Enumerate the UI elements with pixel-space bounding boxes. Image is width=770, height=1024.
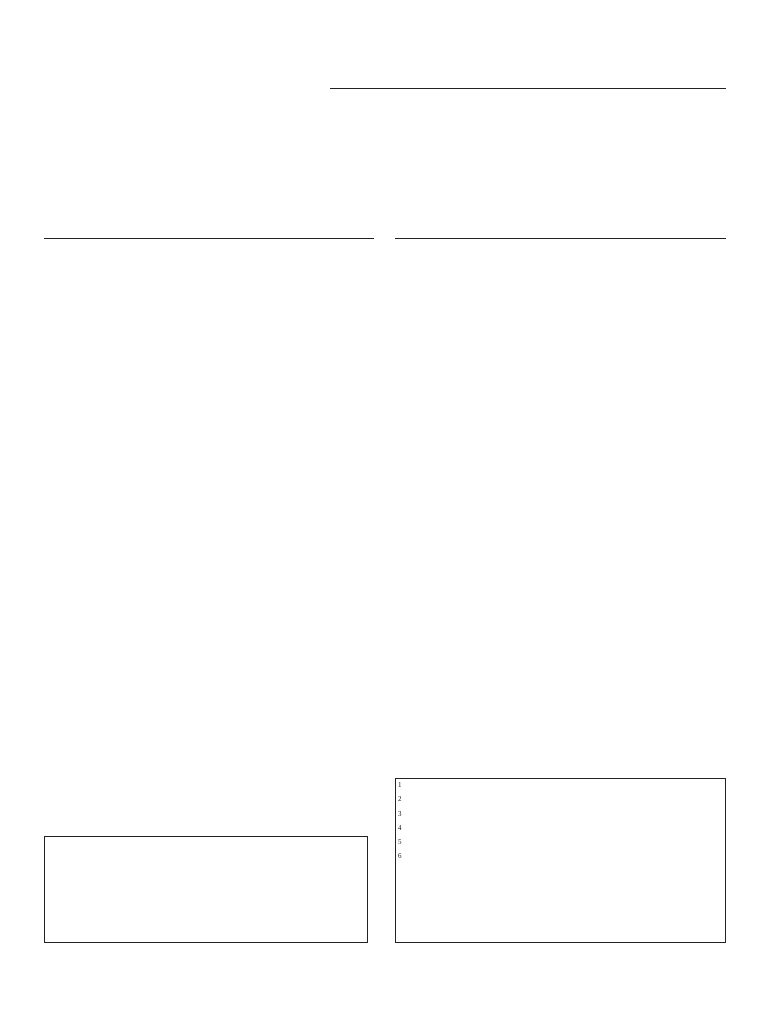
left-column-headers: [44, 226, 374, 239]
note-4: 4: [398, 823, 402, 832]
title-rule: [330, 88, 726, 89]
right-column-headers: [395, 226, 726, 239]
note-2: 2: [398, 795, 402, 804]
graduation-requirements-box: [44, 836, 368, 943]
note-5: 5: [398, 838, 402, 846]
notes-box: [395, 778, 726, 943]
note-1: 1: [398, 781, 402, 789]
note-3: 3: [398, 809, 402, 818]
note-6: 6: [398, 852, 402, 861]
